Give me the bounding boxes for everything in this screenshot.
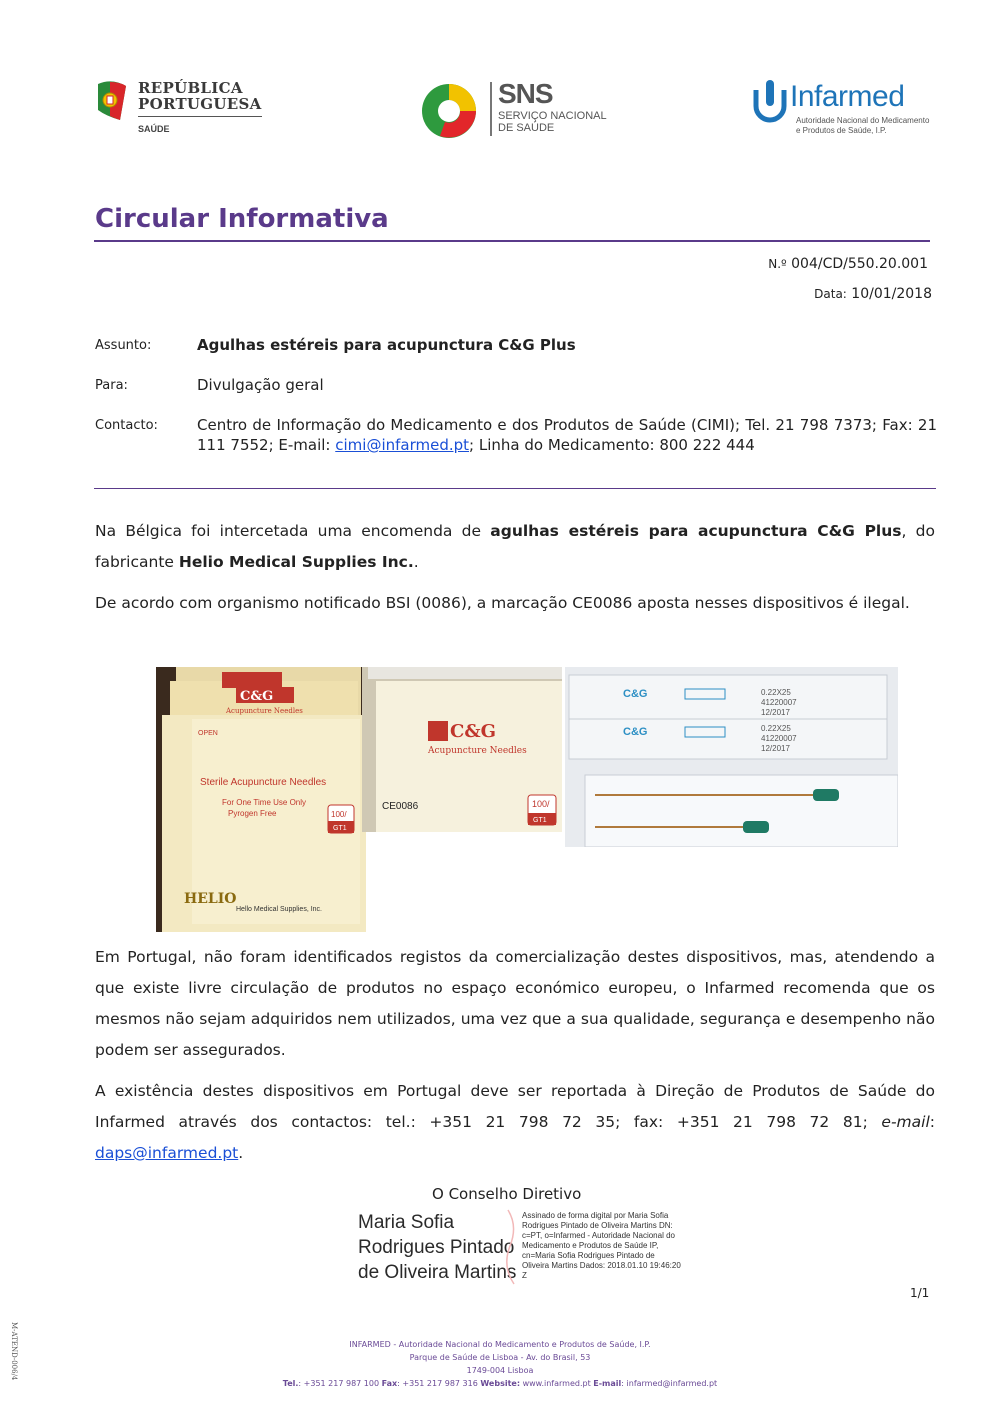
packet-size-1: 0.22X25	[761, 688, 791, 697]
infarmed-logo	[750, 78, 940, 140]
side-box-count: 100/	[532, 799, 550, 809]
footer-email-link[interactable]: : infarmed@infarmed.pt	[621, 1379, 718, 1388]
contact-value	[197, 415, 937, 455]
packet-brand-1: C&G	[623, 688, 648, 700]
sns-sub-2: DE SAÚDE	[498, 122, 555, 134]
rp-title-1: REPÚBLICA	[138, 79, 243, 97]
footer-contacts	[0, 1379, 1000, 1388]
daps-email-link[interactable]: daps@infarmed.pt	[95, 1144, 239, 1162]
needle-packets-photo	[565, 667, 898, 847]
footer-line-3: 1749-004 Lisboa	[466, 1366, 534, 1375]
box-gt: GT1	[333, 825, 347, 832]
document-date	[814, 286, 932, 302]
digital-signature-details: Assinado de forma digital por Maria Sofia Rodrigues Pintado de Oliveira Martins DN: c=PT, o=Infarmed - Autoridade Nacional do Medicamento e Produtos de Saúde IP, cn=Maria Sofia Rodrigues Pintado de Oliveira Martins Dados: 2018.01.10 19:46:20 Z	[522, 1211, 681, 1280]
form-code: M-ATEND-006/4	[10, 1322, 18, 1381]
box-open: OPEN	[198, 730, 218, 737]
tel-value: : +351 217 987 100	[298, 1379, 382, 1388]
text: .	[413, 553, 419, 571]
infarmed-sub-1: Autoridade Nacional do Medicamento	[796, 116, 930, 125]
rp-title-2: PORTUGUESA	[138, 95, 262, 113]
section-divider	[94, 488, 936, 489]
paragraph-4	[95, 1076, 935, 1169]
signature-name-3: de Oliveira Martins	[358, 1262, 517, 1283]
manufacturer-name: Helio Medical Supplies Inc.	[178, 553, 414, 571]
packet-size-2: 0.22X25	[761, 724, 791, 733]
packet-lot-1: 41220007	[761, 698, 797, 707]
website-label: Website:	[480, 1379, 521, 1388]
needle-box-photo	[156, 667, 366, 932]
divider	[490, 82, 492, 136]
packet-exp-2: 12/2017	[761, 744, 790, 753]
divider	[138, 116, 262, 117]
box-helio: HELIO	[184, 891, 237, 907]
date-label: Data:	[814, 287, 847, 301]
to-label: Para:	[95, 378, 128, 393]
signature-name-1: Maria Sofia	[358, 1212, 455, 1233]
sns-sub-1: SERVIÇO NACIONAL	[498, 110, 607, 122]
paragraph-1	[95, 516, 935, 578]
fax-label: Fax	[381, 1379, 398, 1388]
packet-exp-1: 12/2017	[761, 708, 790, 717]
contact-label: Contacto:	[95, 418, 158, 433]
title-divider	[94, 240, 930, 242]
product-photo-box-front	[156, 667, 366, 932]
packet-brand-2: C&G	[623, 726, 648, 738]
box-use-2: Pyrogen Free	[228, 809, 277, 818]
text: .	[238, 1144, 244, 1162]
cimi-email-link[interactable]: cimi@infarmed.pt	[335, 436, 470, 454]
side-box-ce: CE0086	[382, 801, 419, 812]
reference-label: N.º	[768, 257, 787, 271]
box-sub: Acupuncture Needles	[226, 707, 303, 715]
side-box-brand: C&G	[450, 721, 496, 742]
signature-name-2: Rodrigues Pintado	[358, 1237, 515, 1258]
sns-logo	[420, 78, 610, 140]
republica-portuguesa-logo	[94, 78, 274, 138]
sns-emblem-icon	[420, 82, 478, 140]
reference-number	[768, 256, 928, 272]
side-box-gt: GT1	[533, 817, 547, 824]
rp-subtitle: SAÚDE	[138, 124, 170, 134]
email-label: e-mail	[881, 1113, 930, 1131]
box-desc: Sterile Acupuncture Needles	[200, 777, 327, 788]
contact-text: Centro de Informação do Medicamento e dos Produtos de Saúde (CIMI); Tel. 21 798 7373; Fax: 21 111 7552; E-mail:	[197, 416, 937, 454]
text: A existência destes dispositivos em Portugal deve ser reportada à Direção de Produtos de Saúde do Infarmed através dos contactos: tel.: +351 21 798 72 35; fax: +351 21 798 72 81;	[95, 1082, 935, 1131]
footer-line-1: INFARMED - Autoridade Nacional do Medicamento e Produtos de Saúde, I.P.	[349, 1340, 651, 1349]
page-title: Circular Informativa	[95, 204, 389, 234]
box-use-1: For One Time Use Only	[222, 798, 307, 807]
product-photo-packets	[565, 667, 898, 847]
needle-box-side-photo	[362, 667, 562, 832]
text: :	[929, 1113, 935, 1131]
portugal-flag-icon	[94, 80, 130, 122]
packet-lot-2: 41220007	[761, 734, 797, 743]
website-link[interactable]: www.infarmed.pt	[520, 1379, 594, 1388]
product-name: agulhas estéreis para acupunctura C&G Plus	[490, 522, 902, 540]
fax-value: : +351 217 987 316	[397, 1379, 481, 1388]
to-value: Divulgação geral	[197, 376, 324, 394]
paragraph-3: Em Portugal, não foram identificados registos da comercialização destes dispositivos, mas, atendendo a que existe livre circulação de produtos no espaço económico europeu, o Infarmed recomenda que os mesmos não sejam adquiridos nem utilizados, uma vez que a sua qualidade, segurança e desempenho não podem ser assegurados.	[95, 948, 935, 1059]
box-brand: C&G	[240, 689, 274, 704]
contact-text-end: ; Linha do Medicamento: 800 222 444	[469, 436, 755, 454]
side-box-sub: Acupuncture Needles	[428, 746, 527, 756]
box-count: 100/	[331, 810, 347, 819]
signature-name	[358, 1210, 516, 1285]
tel-label: Tel.	[282, 1379, 299, 1388]
paragraph-2: De acordo com organismo notificado BSI (0086), a marcação CE0086 aposta nesses dispositivos é ilegal.	[95, 594, 910, 612]
footer-line-2: Parque de Saúde de Lisboa - Av. do Brasil, 53	[409, 1353, 591, 1362]
page-number: 1/1	[910, 1286, 930, 1300]
council-label: O Conselho Diretivo	[432, 1185, 582, 1203]
subject-value: Agulhas estéreis para acupunctura C&G Plus	[197, 336, 576, 354]
text: , do fabricante	[95, 522, 935, 571]
infarmed-name: Infarmed	[790, 80, 905, 113]
infarmed-sub-2: e Produtos de Saúde, I.P.	[796, 126, 887, 135]
subject-label: Assunto:	[95, 338, 152, 353]
sns-title: SNS	[498, 78, 553, 109]
text: Na Bélgica foi intercetada uma encomenda de	[95, 522, 491, 540]
date-value: 10/01/2018	[851, 286, 932, 302]
reference-value: 004/CD/550.20.001	[791, 256, 928, 272]
product-photo-box-side	[362, 667, 562, 832]
infarmed-emblem-icon	[752, 80, 788, 124]
email-label: E-mail	[593, 1379, 622, 1388]
box-maker: Hello Medical Supplies, Inc.	[236, 906, 322, 913]
